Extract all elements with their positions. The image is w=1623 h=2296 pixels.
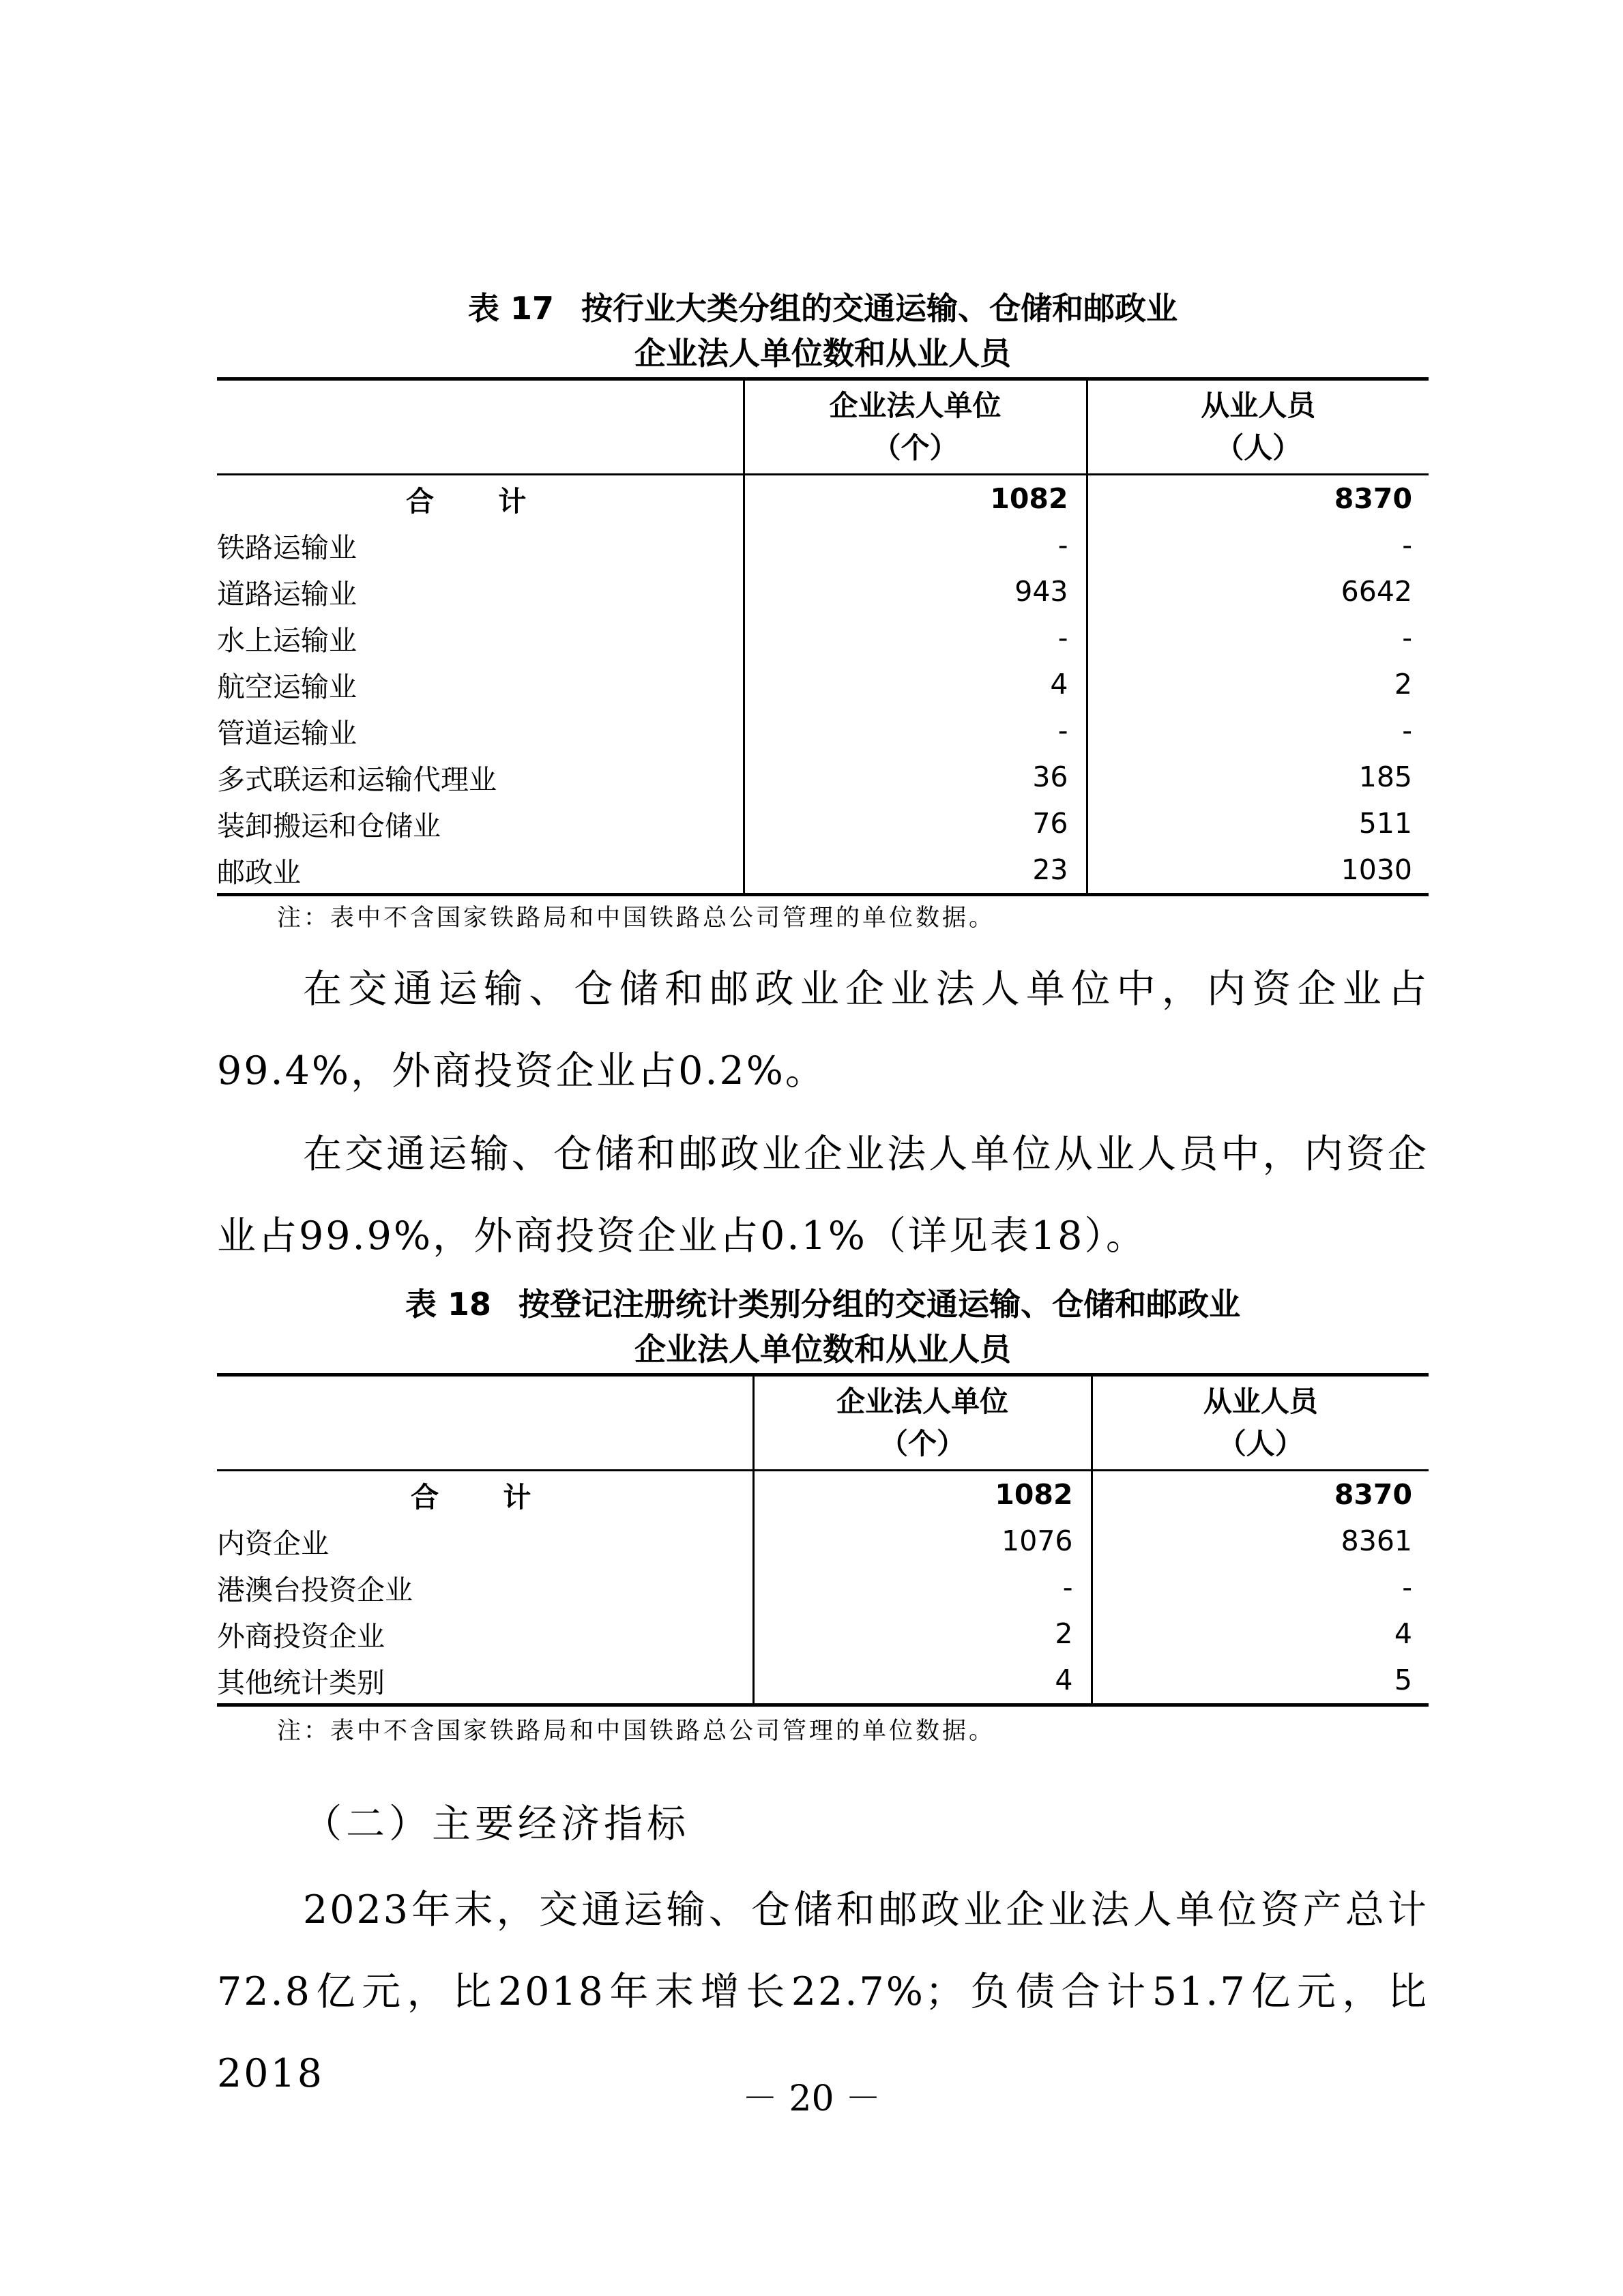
table-cell-units: 1082 <box>744 475 1087 523</box>
table-cell-units: 76 <box>744 800 1087 847</box>
table17-total-row <box>217 475 1429 523</box>
table-cell-employees: 511 <box>1358 807 1412 840</box>
table-cell-units: - <box>753 1564 1092 1610</box>
table-row-label: 邮政业 <box>217 847 744 895</box>
table-row-label: 港澳台投资企业 <box>217 1564 753 1610</box>
table-row <box>217 568 1429 615</box>
table-row-label: 合 计 <box>217 475 744 523</box>
table-cell-employees: 1030 <box>1087 847 1429 895</box>
table-cell-employees: 8370 <box>1334 482 1412 515</box>
table-cell-units: - <box>744 522 1087 568</box>
table18-col-units-header <box>753 1375 1092 1471</box>
table18-title-line2: 企业法人单位数和从业人员 <box>634 1331 1011 1368</box>
table17-col-employees-header <box>1087 379 1429 475</box>
table-row <box>217 1564 1429 1610</box>
table17-col-employees-title: 从业人员 <box>1201 389 1316 422</box>
paragraph-assets-liabilities: 2023年末，交通运输、仓储和邮政业企业法人单位资产总计72.8亿元，比2018年末增长22.7%；负债合计51.7亿元，比2018 <box>217 1887 1429 2096</box>
table-row-label: 合 计 <box>217 1471 753 1518</box>
table-row <box>217 1518 1429 1564</box>
table-row <box>217 1657 1429 1705</box>
table-cell-employees: 4 <box>1394 1617 1412 1650</box>
table-row-label: 内资企业 <box>217 1518 753 1564</box>
table-cell-employees: 5 <box>1092 1657 1429 1705</box>
table17-header-row <box>217 379 1429 475</box>
table17-note: 注：表中不含国家铁路局和中国铁路总公司管理的单位数据。 <box>277 904 996 932</box>
table-row-label: 管道运输业 <box>217 707 744 754</box>
table17-col-units-title: 企业法人单位 <box>829 389 1001 422</box>
table17-title <box>217 286 1429 330</box>
table-cell-units: - <box>744 615 1087 661</box>
table-cell-units: 2 <box>753 1610 1092 1657</box>
table18-note: 注：表中不含国家铁路局和中国铁路总公司管理的单位数据。 <box>277 1718 996 1745</box>
table17 <box>217 377 1429 896</box>
table-cell-units: 1082 <box>753 1471 1092 1518</box>
table-cell-units: 23 <box>744 847 1087 895</box>
table18-col-units-unit: （个） <box>879 1427 965 1460</box>
table-cell-employees: 2 <box>1394 668 1412 701</box>
table-row-label: 航空运输业 <box>217 661 744 707</box>
table18 <box>217 1373 1429 1707</box>
table-row-label: 其他统计类别 <box>217 1657 753 1705</box>
table-row <box>217 661 1429 707</box>
table17-header-blank <box>217 379 744 475</box>
table17-col-employees-unit: （人） <box>1215 431 1302 465</box>
table17-col-units-header <box>744 379 1087 475</box>
table-row-label: 多式联运和运输代理业 <box>217 754 744 800</box>
table-cell-units: 4 <box>753 1657 1092 1705</box>
paragraph-domestic-share-employees: 在交通运输、仓储和邮政业企业法人单位从业人员中，内资企业占99.9%，外商投资企业占0.1%（详见表18）。 <box>217 1132 1429 1259</box>
table-row <box>217 707 1429 754</box>
table18-col-employees-title: 从业人员 <box>1203 1385 1318 1418</box>
table-cell-employees: - <box>1402 714 1412 747</box>
table18-col-units-title: 企业法人单位 <box>836 1385 1008 1418</box>
table-row-label: 道路运输业 <box>217 568 744 615</box>
table-row-label: 铁路运输业 <box>217 522 744 568</box>
table18-header-row <box>217 1375 1429 1471</box>
table18-title-line1: 按登记注册统计类别分组的交通运输、仓储和邮政业 <box>518 1286 1241 1323</box>
table-cell-employees: 8370 <box>1334 1478 1412 1511</box>
table-row-label: 装卸搬运和仓储业 <box>217 800 744 847</box>
table-cell-units: 1076 <box>753 1518 1092 1564</box>
table18-title <box>217 1282 1429 1326</box>
table18-col-employees-header <box>1092 1375 1429 1471</box>
table17-title-line1: 按行业大类分组的交通运输、仓储和邮政业 <box>581 290 1178 327</box>
table-cell-employees: 6642 <box>1341 575 1412 608</box>
table-row <box>217 1610 1429 1657</box>
table18-number: 表 18 <box>405 1286 492 1323</box>
table-cell-employees: 8361 <box>1341 1525 1412 1557</box>
table-cell-units: 36 <box>744 754 1087 800</box>
table18-total-row <box>217 1471 1429 1518</box>
table-cell-employees: - <box>1402 1571 1412 1604</box>
table-cell-employees: 185 <box>1358 761 1412 793</box>
table-row <box>217 754 1429 800</box>
table-row <box>217 522 1429 568</box>
table18-header-blank <box>217 1375 753 1471</box>
table-cell-units: - <box>744 707 1087 754</box>
paragraph-domestic-share-units: 在交通运输、仓储和邮政业企业法人单位中，内资企业占99.4%，外商投资企业占0.2%。 <box>217 967 1429 1093</box>
table-cell-units: 943 <box>744 568 1087 615</box>
table-row-label: 外商投资企业 <box>217 1610 753 1657</box>
page-number: － 20 － <box>742 2078 881 2119</box>
table-cell-employees: - <box>1402 529 1412 561</box>
table17-number: 表 17 <box>467 290 555 327</box>
section-heading: （二）主要经济指标 <box>303 1801 690 1846</box>
table-cell-employees: - <box>1402 621 1412 654</box>
table-cell-units: 4 <box>744 661 1087 707</box>
table-row <box>217 615 1429 661</box>
table-row-label: 水上运输业 <box>217 615 744 661</box>
table18-col-employees-unit: （人） <box>1217 1427 1304 1460</box>
table17-title-line2: 企业法人单位数和从业人员 <box>634 335 1011 372</box>
table-row <box>217 800 1429 847</box>
table-row <box>217 847 1429 895</box>
table17-col-units-unit: （个） <box>872 431 959 465</box>
